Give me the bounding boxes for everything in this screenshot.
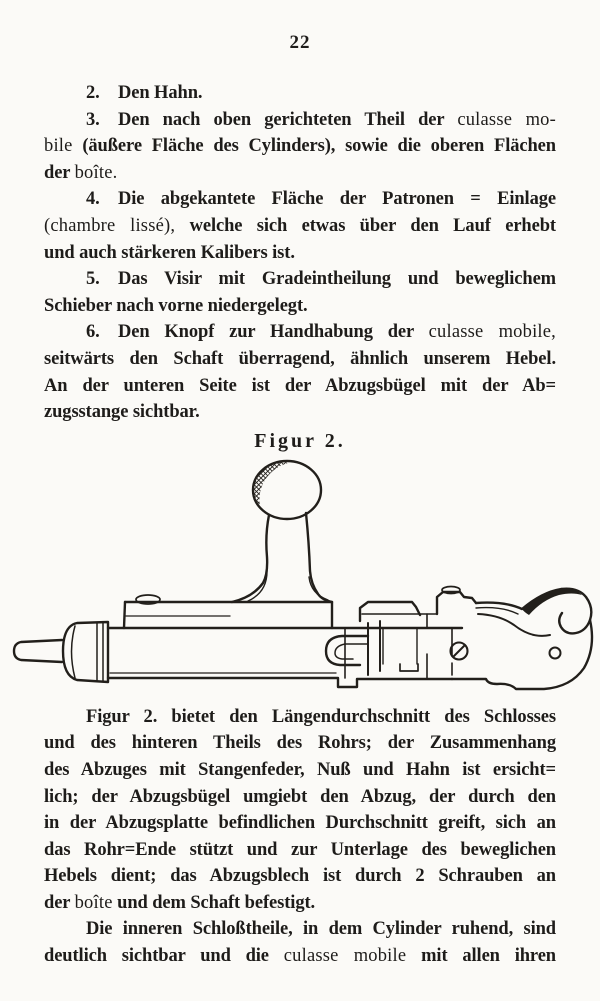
knob-shading xyxy=(253,461,288,506)
figure-caption: Figur 2. xyxy=(254,429,346,452)
fraktur-text-segment: lich; der Abzugsbügel umgiebt den Abzug, der durch den xyxy=(44,786,556,807)
text-line xyxy=(44,293,556,320)
text-line xyxy=(44,837,556,864)
fraktur-text-segment: das Rohr=Ende stützt und zur Unterlage des beweglichen xyxy=(44,839,556,860)
fraktur-text-segment: und dem Schaft befestigt. xyxy=(112,892,316,913)
antiqua-text-segment: boîte. xyxy=(74,162,118,183)
fraktur-text-segment: zugsstange sichtbar. xyxy=(44,402,200,423)
antiqua-text-segment: culasse mobile, xyxy=(428,322,556,343)
antiqua-text-segment: culasse mobile xyxy=(283,946,407,967)
text-line xyxy=(44,319,556,346)
antiqua-text-segment: (chambre lissé), xyxy=(44,215,176,236)
text-line xyxy=(44,399,556,426)
text-line xyxy=(44,213,556,240)
fraktur-text-segment: mit allen ihren xyxy=(406,946,556,967)
text-line xyxy=(44,784,556,811)
text-line xyxy=(44,943,556,970)
text-line xyxy=(44,160,556,187)
fraktur-text-segment: 3. Den nach oben gerichteten Theil der xyxy=(86,109,458,130)
fraktur-text-segment: in der Abzugsplatte befindlichen Durchschnitt greift, sich an xyxy=(44,813,556,834)
text-line xyxy=(44,810,556,837)
bolt-handle xyxy=(232,461,332,602)
paragraph-block-top xyxy=(44,80,556,426)
text-line xyxy=(44,80,556,107)
text-line xyxy=(44,133,556,160)
fraktur-text-segment: seitwärts den Schaft überragend, ähnlich unserem Hebel. xyxy=(44,348,556,369)
fraktur-text-segment: An der unteren Seite ist der Abzugsbügel mit der Ab= xyxy=(44,375,556,396)
text-line xyxy=(44,863,556,890)
fraktur-text-segment: der xyxy=(44,892,75,913)
antiqua-text-segment: culasse mo- xyxy=(457,109,556,130)
text-line xyxy=(44,266,556,293)
text-line xyxy=(44,704,556,731)
text-line xyxy=(44,730,556,757)
fraktur-text-segment: Die inneren Schloßtheile, in dem Cylinder ruhend, sind xyxy=(86,919,556,940)
text-line xyxy=(44,240,556,267)
hammer xyxy=(452,588,592,688)
text-line xyxy=(44,373,556,400)
bolt-guide-rib xyxy=(124,595,332,628)
fraktur-text-segment: Schieber nach vorne niedergelegt. xyxy=(44,295,308,316)
text-line xyxy=(44,107,556,134)
hammer-hole xyxy=(550,647,561,658)
antiqua-text-segment: bile xyxy=(44,136,73,157)
text-line xyxy=(44,346,556,373)
fraktur-text-segment: der xyxy=(44,162,75,183)
text-line xyxy=(44,186,556,213)
fraktur-text-segment: Figur 2. bietet den Längendurchschnitt des Schlosses xyxy=(86,706,556,727)
page-number: 22 xyxy=(289,32,311,53)
text-line xyxy=(44,757,556,784)
firing-pin-rod xyxy=(14,640,62,662)
fraktur-text-segment: des Abzuges mit Stangenfeder, Nuß und Hahn ist ersicht= xyxy=(44,759,556,780)
antiqua-text-segment: boîte xyxy=(74,892,113,913)
fraktur-text-segment: deutlich sichtbar und die xyxy=(44,946,284,967)
fraktur-text-segment: welche sich etwas über den Lauf erhebt xyxy=(175,215,556,236)
fraktur-text-segment: 4. Die abgekantete Fläche der Patronen = Einlage xyxy=(86,189,556,210)
fraktur-text-segment: und des hinteren Theils des Rohrs; der Zusammenhang xyxy=(44,733,556,754)
fraktur-text-segment: 6. Den Knopf zur Handhabung der xyxy=(86,322,429,343)
figure-2 xyxy=(0,456,600,696)
fraktur-text-segment: 2. Den Hahn. xyxy=(86,83,203,103)
bolt-end-cap xyxy=(63,622,108,682)
fraktur-text-segment: Hebels dient; das Abzugsblech ist durch 2 Schrauben an xyxy=(44,866,556,887)
paragraph-block-bottom xyxy=(44,704,556,970)
figure-2-drawing xyxy=(0,456,600,696)
fraktur-text-segment: (äußere Fläche des Cylinders), sowie die oberen Flächen xyxy=(72,136,556,157)
text-line xyxy=(44,916,556,943)
fraktur-text-segment: und auch stärkeren Kalibers ist. xyxy=(44,242,295,263)
text-line xyxy=(44,890,556,917)
fraktur-text-segment: 5. Das Visir mit Gradeintheilung und beweglichem xyxy=(86,269,556,290)
bolt-cylinder-body xyxy=(108,628,462,687)
sear-and-cocking-piece xyxy=(326,602,437,675)
